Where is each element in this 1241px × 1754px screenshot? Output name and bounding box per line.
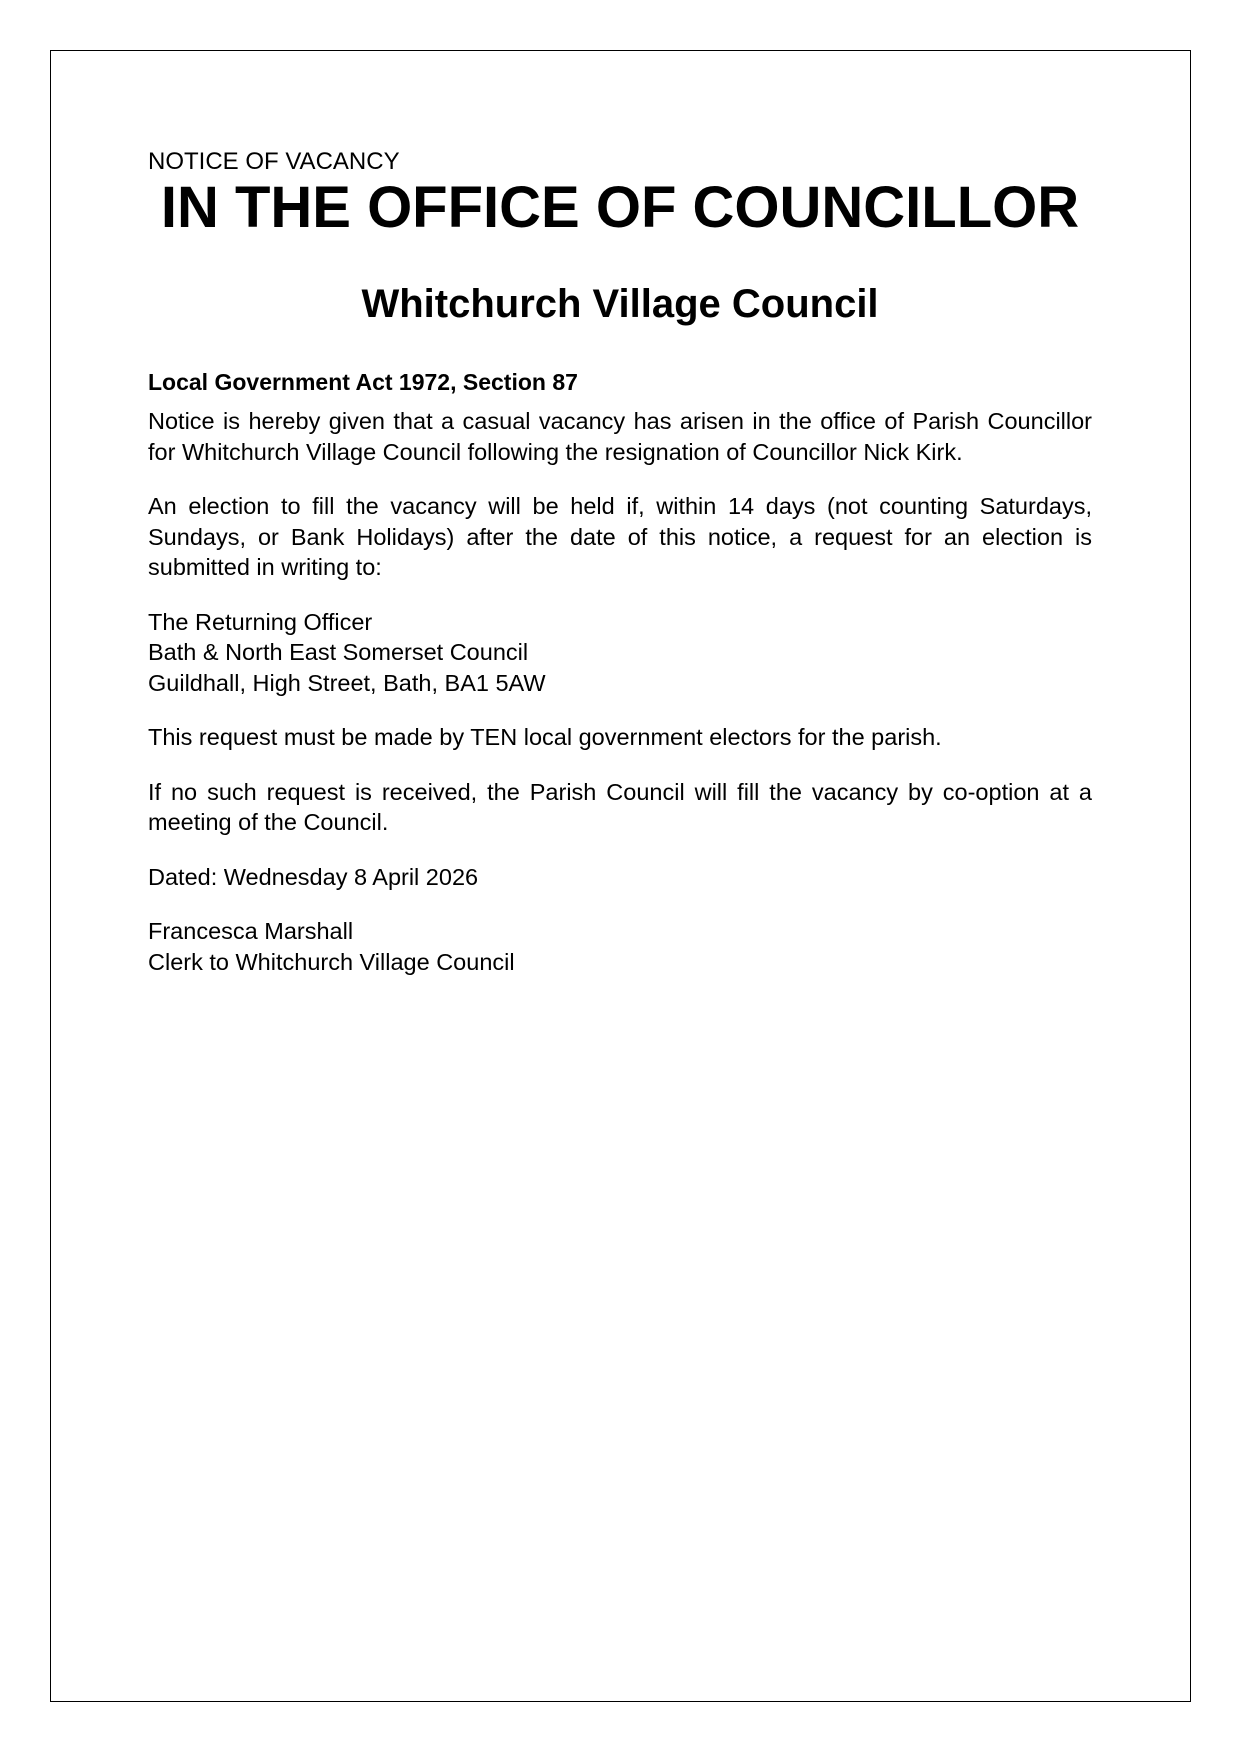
notice-headline: IN THE OFFICE OF COUNCILLOR [160,175,1080,240]
election-paragraph: An election to fill the vacancy will be held if, within 14 days (not counting Saturdays, Sundays, or Bank Holidays) after the date of this notice, a request for an election is submitted in writing to: [148,493,1092,580]
signatory-name: Francesca Marshall [148,918,354,944]
cooption-paragraph: If no such request is received, the Parish Council will fill the vacancy by co-option at a meeting of the Council. [148,778,1092,835]
signatory-title: Clerk to Whitchurch Village Council [148,948,515,975]
vacancy-paragraph: Notice is hereby given that a casual vacancy has arisen in the office of Parish Councillor for Whitchurch Village Council following the resignation of Councillor Nick Kirk. [148,408,1092,465]
signature-block [148,916,1092,977]
request-requirement: This request must be made by TEN local government electors for the parish. [148,724,942,750]
council-name: Whitchurch Village Council [361,282,879,326]
address-line: Bath & North East Somerset Council [148,639,529,665]
address-line: Guildhall, High Street, Bath, BA1 5AW [148,669,546,696]
act-reference: Local Government Act 1972, Section 87 [148,369,578,395]
notice-kicker: NOTICE OF VACANCY [148,148,400,175]
address-line: The Returning Officer [148,608,373,635]
dated-line: Dated: Wednesday 8 April 2026 [148,863,479,890]
returning-officer-address [148,607,1092,699]
notice-document [148,148,1092,977]
